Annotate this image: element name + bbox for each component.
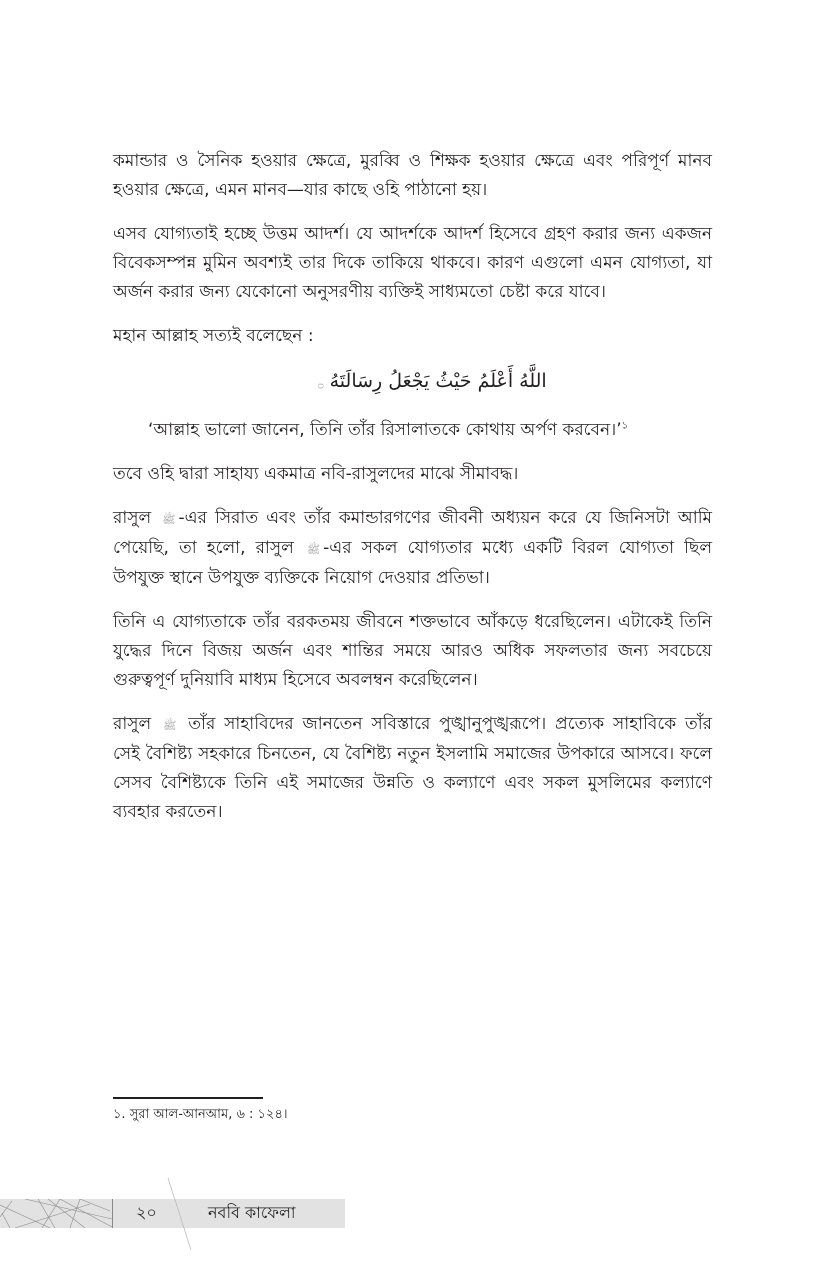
footer-slash-icon: [160, 1178, 200, 1250]
ayah-end-icon: ۝: [318, 380, 324, 390]
verse-translation-text: ‘আল্লাহ ভালো জানেন, তিনি তাঁর রিসালাতকে কোথায় অর্পণ করবেন।’: [148, 420, 622, 440]
text-run: রাসুল: [113, 508, 152, 528]
arabic-verse-text: اللَّهُ أَعْلَمُ حَيْثُ يَجْعَلُ رِسَالَتَهُ: [329, 370, 547, 392]
text-run: -এর সকল যোগ্যতার মধ্যে একটি বিরল যোগ্যতা ছিল উপযুক্ত স্থানে উপযুক্ত ব্যক্তিকে নিয়োগ দেওয়ার প্রতিভা।: [113, 538, 713, 588]
footer-decoration-icon: [0, 1199, 113, 1228]
page-number: ২০: [136, 1203, 157, 1222]
salawat-icon: ﷺ: [306, 543, 321, 556]
text-run: রাসুল: [113, 714, 152, 734]
paragraph-2: এসব যোগ্যতাই হচ্ছে উত্তম আদর্শ। যে আদর্শকে আদর্শ হিসেবে গ্রহণ করার জন্য একজন বিবেকসম্পন্ন মুমিন অবশ্যই তার দিকে তাকিয়ে থাকবে। কারণ এগুলো এমন যোগ্যতা, যা অর্জন করার জন্য যেকোনো অনুসরণীয় ব্যক্তিই সাধ্যমতো চেষ্টা করে যাবে।: [113, 224, 712, 302]
body-text: [113, 147, 712, 842]
paragraph-7: [113, 710, 712, 827]
arabic-verse: [113, 366, 712, 400]
salawat-icon: ﷺ: [163, 719, 177, 732]
footer-divider: [112, 1199, 113, 1228]
paragraph-1: কমান্ডার ও সৈনিক হওয়ার ক্ষেত্রে, মুরব্বি ও শিক্ষক হওয়ার ক্ষেত্রে এবং পরিপূর্ণ মানব হওয়ার ক্ষেত্রে, এমন মানব—যার কাছে ওহি পাঠানো হয়।: [113, 151, 712, 200]
paragraph-4: তবে ওহি দ্বারা সাহায্য একমাত্র নবি-রাসুলদের মাঝে সীমাবদ্ধ।: [113, 464, 519, 484]
paragraph-3: মহান আল্লাহ সত্যই বলেছেন :: [113, 326, 314, 346]
salawat-icon: ﷺ: [162, 513, 176, 526]
text-run: -এর সিরাত এবং তাঁর কমান্ডারগণের জীবনী অধ্যয়ন করে যে জিনিসটা আমি পেয়েছি, তা হলো, রাসুল: [113, 508, 712, 558]
text-run: তাঁর সাহাবিদের জানতেন সবিস্তারে পুঙ্খানুপুঙ্খরূপে। প্রত্যেক সাহাবিকে তাঁর সেই বৈশিষ্ট্য সহকারে চিনতেন, যে বৈশিষ্ট্য নতুন ইসলামি সমাজের উপকারে আসবে। ফলে সেসব বৈশিষ্ট্যকে তিনি এই সমাজের উন্নতি ও কল্যাণে এবং সকল মুসলিমের কল্যাণে ব্যবহার করতেন।: [113, 714, 713, 822]
footnote-divider: [113, 1097, 263, 1099]
paragraph-6: তিনি এ যোগ্যতাকে তাঁর বরকতময় জীবনে শক্তভাবে আঁকড়ে ধরেছিলেন। এটাকেই তিনি যুদ্ধের দিনে বিজয় অর্জন এবং শান্তির সময়ে আরও অধিক সফলতার জন্য সবচেয়ে গুরুত্বপূর্ণ দুনিয়াবি মাধ্যম হিসেবে অবলম্বন করেছিলেন।: [113, 612, 712, 690]
book-title: নববি কাফেলা: [208, 1203, 296, 1222]
footnote-ref[interactable]: ১: [621, 420, 629, 432]
verse-translation: [148, 416, 677, 445]
footnote: ১. সুরা আল-আনআম, ৬ : ১২৪।: [113, 1107, 288, 1122]
paragraph-5: [113, 504, 712, 593]
